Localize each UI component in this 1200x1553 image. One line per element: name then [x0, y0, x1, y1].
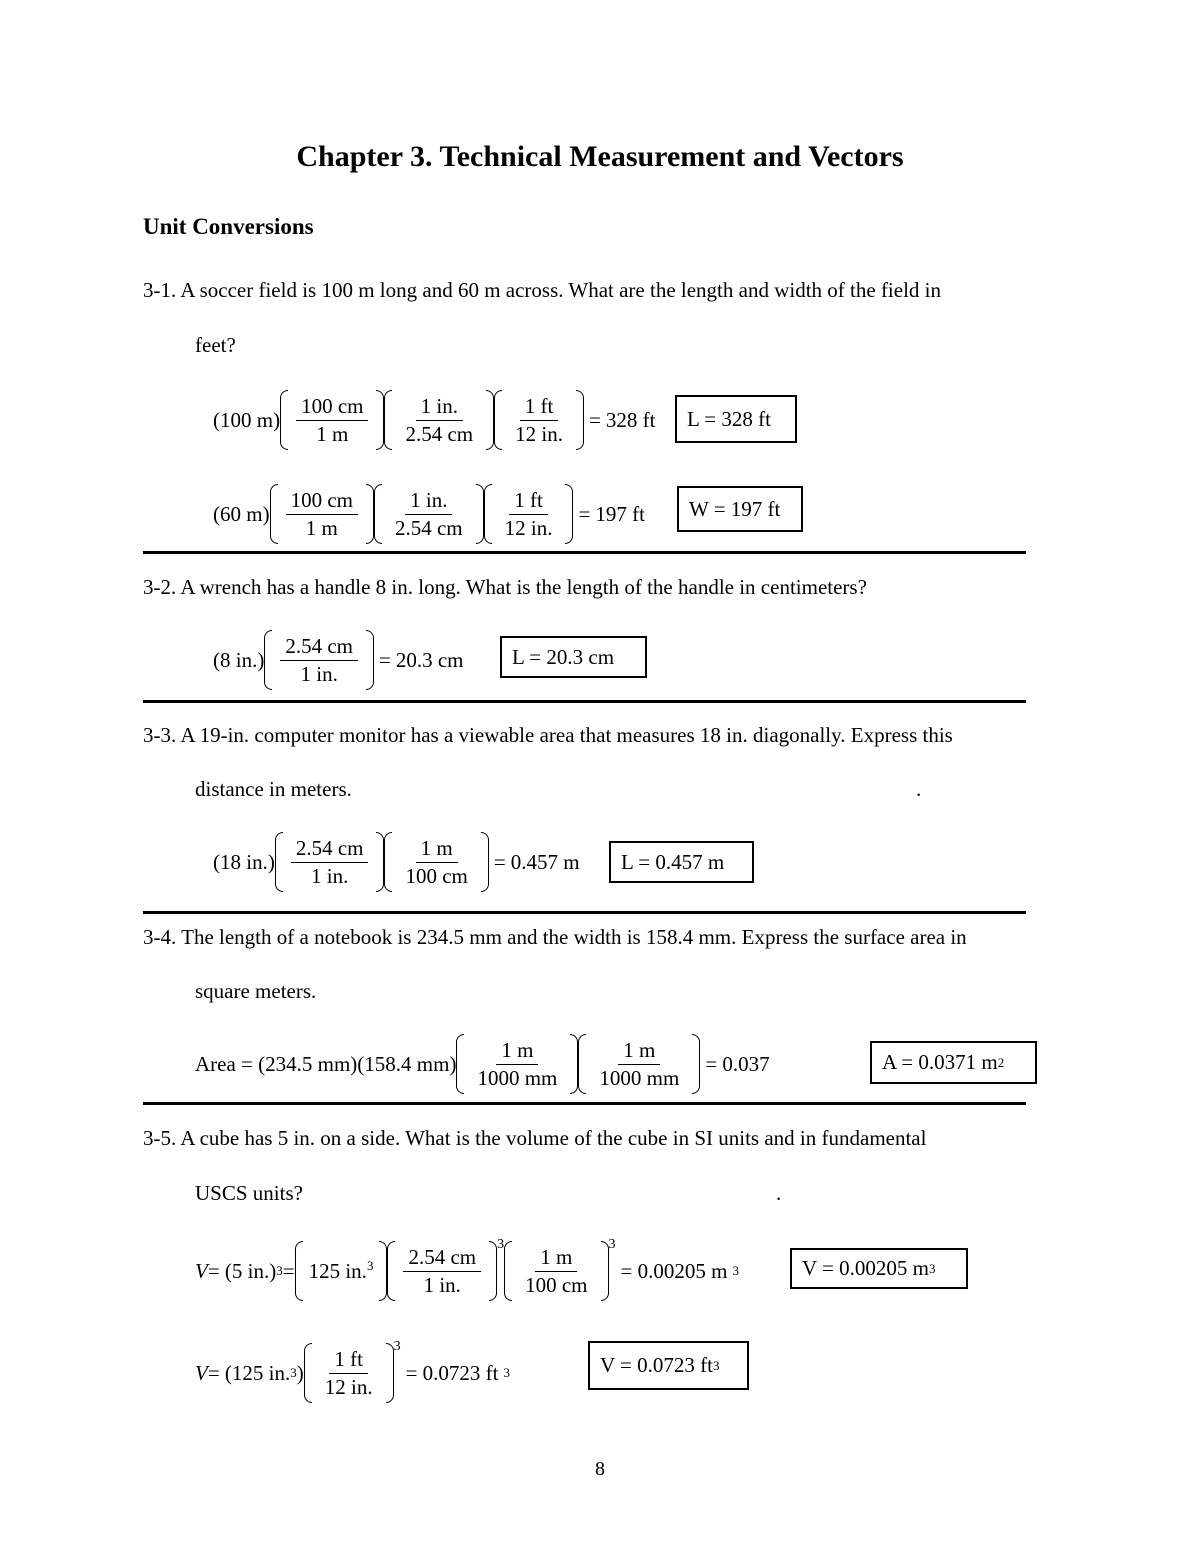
answer-box: [677, 486, 803, 532]
equals-sign: =: [493, 849, 506, 874]
conversion-factor: [270, 484, 374, 544]
eq-lead: Area = (234.5 mm)(158.4 mm): [195, 1051, 457, 1076]
eq-result: = 0.00205 m: [620, 1258, 728, 1283]
powered-factor: [504, 1237, 616, 1301]
numerator: 2.54 cm: [280, 633, 358, 660]
denominator: 2.54 cm: [394, 515, 463, 540]
answer-box: [675, 395, 797, 443]
eq-lead: = (5 in.): [207, 1258, 277, 1283]
conversion-factor: [494, 390, 584, 450]
eq-result: = 0.037: [705, 1051, 770, 1076]
answer-box: [870, 1041, 1037, 1084]
problem-3-4-text: 3-4. The length of a notebook is 234.5 mm and the width is 158.4 mm. Express the surface area in: [143, 925, 967, 949]
eq-lead: = (125 in.: [207, 1360, 291, 1385]
answer-box: [609, 841, 754, 883]
conversion-factor: [384, 390, 494, 450]
numerator: 1 in.: [416, 393, 463, 420]
answer-text: A = 0.0371 m: [882, 1050, 998, 1074]
exponent: 3: [276, 1263, 283, 1278]
answer-box: [588, 1341, 749, 1390]
stray-dot: .: [916, 777, 922, 801]
conversion-factor: [275, 832, 385, 892]
answer-text: L = 328 ft: [687, 406, 771, 431]
numerator: 1 in.: [405, 487, 452, 514]
parenthesized-term: [295, 1241, 388, 1301]
equation-3-5-uscs: [195, 1340, 510, 1406]
answer-box: [790, 1248, 968, 1289]
paren-content: 125 in.: [308, 1259, 367, 1283]
denominator: 1 m: [305, 515, 338, 540]
eq-result: 0.457 m: [510, 849, 580, 874]
conversion-factor: [264, 630, 374, 690]
eq-lead: (8 in.): [213, 647, 265, 672]
equation-3-2: [213, 628, 463, 692]
numerator: 1 m: [535, 1244, 577, 1271]
numerator: 1 m: [618, 1037, 660, 1064]
equals-sign: =: [378, 647, 391, 672]
numerator: 1 ft: [520, 393, 559, 420]
denominator: 1000 mm: [599, 1065, 680, 1090]
denominator: 1 in.: [300, 661, 338, 686]
answer-exponent: 2: [997, 1054, 1005, 1070]
powered-factor: [387, 1237, 505, 1301]
denominator: 12 in.: [324, 1374, 373, 1399]
problem-3-3-text-cont: distance in meters.: [195, 777, 352, 801]
conversion-factor: [387, 1241, 497, 1301]
exponent: 3: [732, 1263, 739, 1278]
problem-3-3-text: 3-3. A 19-in. computer monitor has a viewable area that measures 18 in. diagonally. Express this: [143, 723, 953, 747]
section-heading: Unit Conversions: [143, 214, 314, 239]
conversion-factor: [504, 1241, 608, 1301]
eq-lead: (60 m): [213, 501, 270, 526]
denominator: 2.54 cm: [405, 421, 474, 446]
conversion-factor: [374, 484, 484, 544]
problem-3-5-text-cont: USCS units?: [195, 1181, 303, 1205]
eq-mid: =: [282, 1258, 295, 1283]
numerator: 1 m: [416, 835, 458, 862]
equation-3-1-width: [213, 482, 645, 546]
exponent: 3: [497, 1237, 505, 1252]
eq-result: = 0.0723 ft: [405, 1360, 499, 1385]
conversion-factor: [578, 1034, 700, 1094]
denominator: 1 m: [316, 421, 349, 446]
divider: [143, 551, 1026, 554]
answer-text: L = 20.3 cm: [512, 644, 615, 669]
denominator: 1 in.: [423, 1272, 461, 1297]
answer-exponent: 3: [712, 1357, 720, 1373]
divider: [143, 911, 1026, 914]
conversion-factor: [384, 832, 488, 892]
equals-sign: =: [578, 501, 591, 526]
conversion-factor: [456, 1034, 578, 1094]
denominator: 1 in.: [310, 863, 349, 888]
numerator: 2.54 cm: [403, 1244, 481, 1271]
eq-result: 328 ft: [605, 407, 656, 432]
denominator: 100 cm: [405, 863, 468, 888]
exponent: 3: [608, 1237, 616, 1252]
powered-factor: [304, 1339, 401, 1403]
numerator: 1 m: [496, 1037, 538, 1064]
denominator: 12 in.: [515, 421, 563, 446]
eq-lead: (100 m): [213, 407, 281, 432]
answer-text: V = 0.0723 ft: [600, 1353, 713, 1377]
eq-lead: (18 in.): [213, 849, 275, 874]
page-number: 8: [595, 1458, 605, 1480]
equals-sign: =: [588, 407, 601, 432]
numerator: 2.54 cm: [291, 835, 369, 862]
denominator: 100 cm: [525, 1272, 588, 1297]
chapter-title: Chapter 3. Technical Measurement and Vectors: [296, 140, 904, 173]
problem-3-2-text: 3-2. A wrench has a handle 8 in. long. What is the length of the handle in centimeters?: [143, 575, 867, 599]
problem-3-5-text: 3-5. A cube has 5 in. on a side. What is the volume of the cube in SI units and in fundamental: [143, 1126, 927, 1150]
eq-result: 197 ft: [595, 501, 645, 526]
divider: [143, 700, 1026, 703]
numerator: 1 ft: [329, 1346, 368, 1373]
volume-symbol: V: [195, 1258, 208, 1283]
problem-3-4-text-cont: square meters.: [195, 979, 317, 1003]
equation-3-4: [195, 1032, 775, 1096]
exponent: 3: [290, 1365, 297, 1380]
problem-3-1-text: 3-1. A soccer field is 100 m long and 60 m across. What are the length and width of the field in: [143, 278, 942, 302]
conversion-factor: [280, 390, 384, 450]
answer-text: W = 197 ft: [689, 496, 781, 521]
exponent: 3: [503, 1365, 511, 1380]
equation-3-1-length: [213, 388, 655, 452]
numerator: 100 cm: [286, 487, 358, 514]
answer-box: [500, 636, 647, 678]
denominator: 1000 mm: [477, 1065, 558, 1090]
answer-text: L = 0.457 m: [621, 849, 725, 874]
denominator: 12 in.: [504, 515, 553, 540]
equation-3-5-si: [195, 1238, 739, 1304]
numerator: 100 cm: [296, 393, 368, 420]
answer-exponent: 3: [928, 1260, 936, 1276]
exponent: 3: [366, 1258, 374, 1273]
conversion-factor: [484, 484, 574, 544]
divider: [143, 1102, 1026, 1105]
conversion-factor: [304, 1343, 394, 1403]
equation-3-3: [213, 830, 580, 894]
eq-lead-close: ): [296, 1360, 304, 1385]
volume-symbol: V: [195, 1360, 208, 1385]
exponent: 3: [393, 1339, 401, 1354]
problem-3-1-text-cont: feet?: [195, 333, 236, 357]
eq-result: 20.3 cm: [395, 647, 464, 672]
numerator: 1 ft: [509, 487, 548, 514]
stray-dot: .: [776, 1181, 782, 1205]
answer-text: V = 0.00205 m: [802, 1256, 929, 1280]
